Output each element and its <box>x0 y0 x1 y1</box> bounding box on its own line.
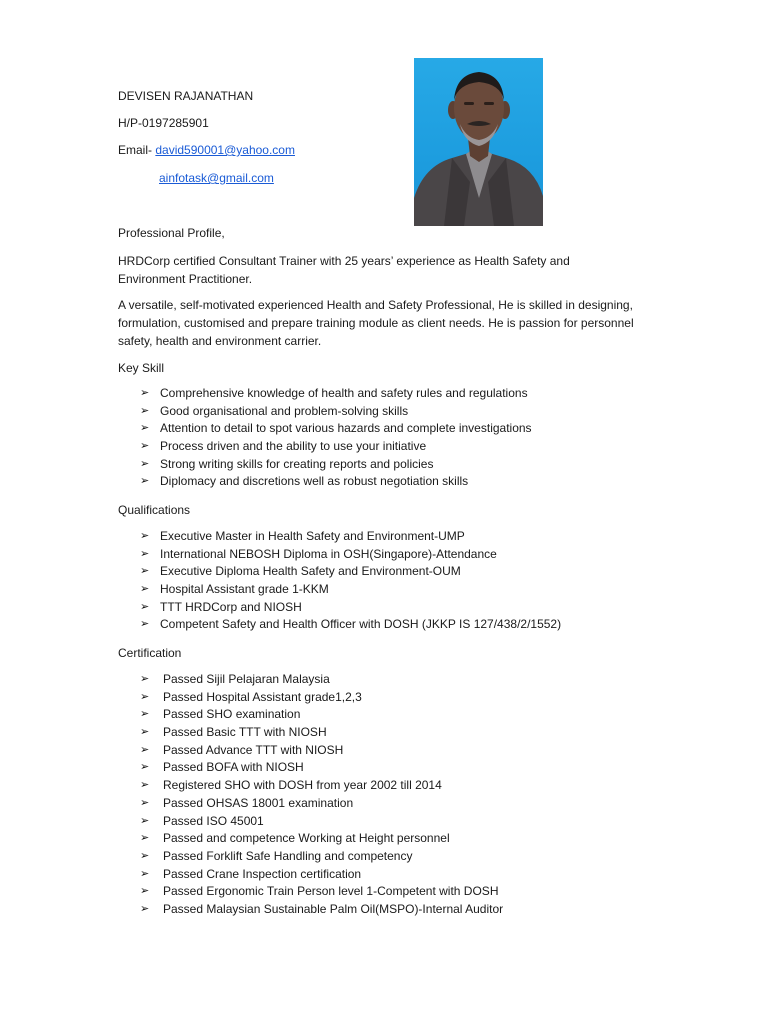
arrow-bullet-icon: ➢ <box>140 440 150 453</box>
arrow-bullet-icon: ➢ <box>140 422 150 435</box>
arrow-bullet-icon: ➢ <box>140 832 150 845</box>
arrow-bullet-icon: ➢ <box>140 387 150 399</box>
arrow-bullet-icon: ➢ <box>140 726 150 739</box>
arrow-bullet-icon: ➢ <box>140 867 150 880</box>
arrow-bullet-icon: ➢ <box>140 814 150 827</box>
profile-photo <box>414 58 543 226</box>
arrow-bullet-icon: ➢ <box>140 547 150 560</box>
arrow-bullet-icon: ➢ <box>140 457 150 470</box>
arrow-bullet-icon: ➢ <box>140 530 150 542</box>
arrow-bullet-icon: ➢ <box>140 618 150 631</box>
arrow-bullet-icon: ➢ <box>140 404 150 417</box>
candidate-name: DEVISEN RAJANATHAN <box>118 89 254 103</box>
email-label: Email- <box>118 143 153 157</box>
profile-heading: Professional Profile, <box>118 226 225 240</box>
email-line <box>118 142 295 160</box>
arrow-bullet-icon: ➢ <box>140 779 150 792</box>
certification-heading: Certification <box>118 646 182 660</box>
email-link-yahoo[interactable]: david590001@yahoo.com <box>155 143 295 157</box>
arrow-bullet-icon: ➢ <box>140 902 150 915</box>
arrow-bullet-icon: ➢ <box>140 475 150 488</box>
arrow-bullet-icon: ➢ <box>140 600 150 613</box>
arrow-bullet-icon: ➢ <box>140 743 150 756</box>
arrow-bullet-icon: ➢ <box>140 583 150 596</box>
arrow-bullet-icon: ➢ <box>140 565 150 578</box>
arrow-bullet-icon: ➢ <box>140 690 150 703</box>
arrow-bullet-icon: ➢ <box>140 761 150 774</box>
resume-page: DEVISEN RAJANATHAN H/P-0197285901 Email- david590001@yahoo.com ainfotask@gmail.com Professional Profile, HRDCorp certified Consultant Trainer with 25 years’ experience as Health Safety and Environment Practitioner. A versatile, self-motivated experienced Health and Safety Professional, He is skilled in designing, formulation, customised and prepare training module as client needs. He is passion for personnel safety, health and environment carrier. Key Skill ➢ Comprehensive knowledge of health and safety rules and regulations ➢ Good organisational and problem-solving skills ➢ Attention to detail to spot various hazards and complete investigations ➢ Process driven and the ability to use your initiative ➢ Strong writing skills for creating reports and policies ➢ Diplomacy and discretions well as robust negotiation skills Qualifications ➢ Executive Master in Health Safety and Environment-UMP ➢ International NEBOSH Diploma in OSH(Singapore)-Attendance ➢ Executive Diploma Health Safety and Environment-OUM ➢ Hospital Assistant grade 1-KKM ➢ TTT HRDCorp and NIOSH ➢ Competent Safety and Health Officer with DOSH (JKKP IS 127/438/2/1552) Certification ➢ Passed Sijil Pelajaran Malaysia ➢ Passed Hospital Assistant grade1,2,3 ➢ Passed SHO examination ➢ Passed Basic TTT with NIOSH ➢ Passed Advance TTT with NIOSH ➢ Passed BOFA with NIOSH ➢ Registered SHO with DOSH from year 2002 till 2014 ➢ Passed OHSAS 18001 examination ➢ Passed ISO 45001 ➢ Passed and competence Working at Height personnel ➢ Passed Forklift Safe Handling and competency ➢ Passed Crane Inspection certification ➢ Passed Ergonomic Train Person level 1-Competent with DOSH ➢ Passed Malaysian Sustainable Palm Oil(MSPO)-Internal Auditor <box>0 0 768 1024</box>
arrow-bullet-icon: ➢ <box>140 708 150 721</box>
email-link-gmail[interactable]: ainfotask@gmail.com <box>159 171 274 185</box>
profile-summary: HRDCorp certified Consultant Trainer with 25 years’ experience as Health Safety and Environment Practitioner. <box>118 254 570 286</box>
profile-description: A versatile, self-motivated experienced Health and Safety Professional, He is skilled in designing, formulation, customised and prepare training module as client needs. He is passion for personnel safety, health and environment carrier. <box>118 298 634 348</box>
portrait-illustration <box>414 58 543 226</box>
arrow-bullet-icon: ➢ <box>140 885 150 898</box>
arrow-bullet-icon: ➢ <box>140 796 150 809</box>
email-line-2 <box>159 170 274 188</box>
phone-number: H/P-0197285901 <box>118 116 209 130</box>
qualifications-heading: Qualifications <box>118 503 191 517</box>
key-skill-heading: Key Skill <box>118 361 165 375</box>
arrow-bullet-icon: ➢ <box>140 673 150 685</box>
arrow-bullet-icon: ➢ <box>140 849 150 862</box>
